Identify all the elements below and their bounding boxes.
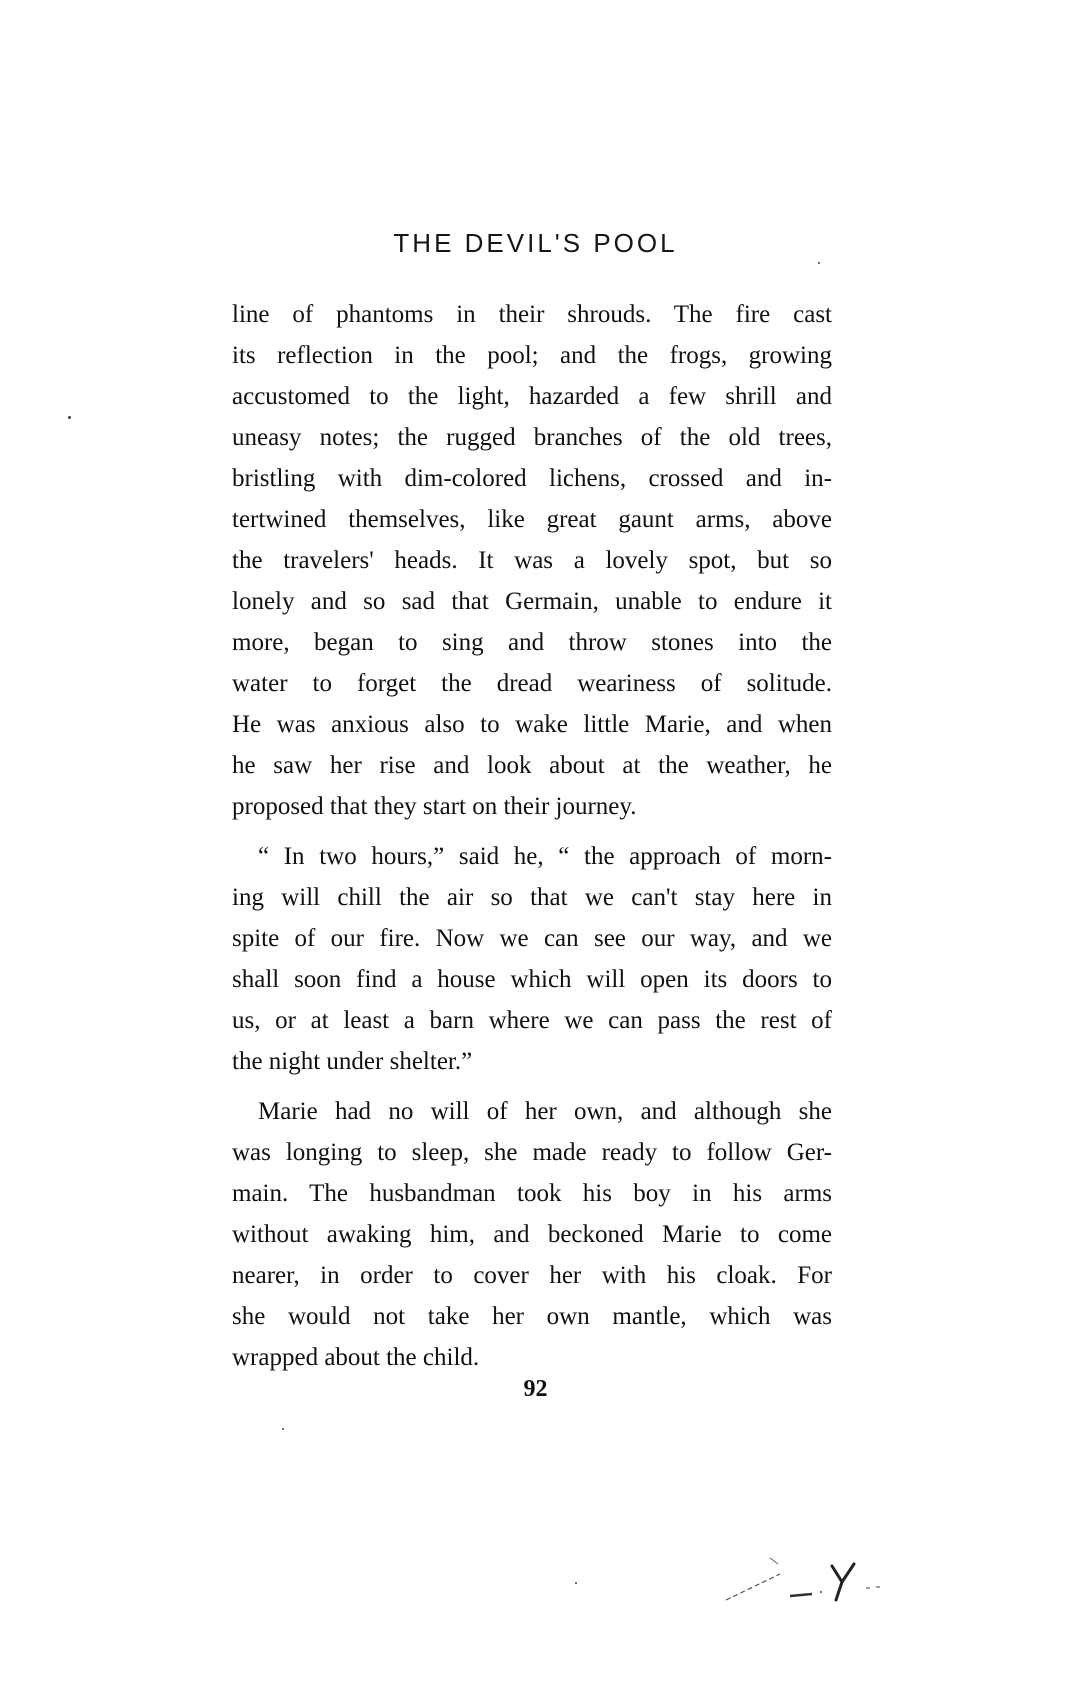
text-line: the night under shelter.”: [232, 1048, 473, 1075]
text-line: without awaking him, and beckoned Marie to come: [232, 1221, 832, 1248]
text-line: He was anxious also to wake little Marie, and when: [232, 711, 832, 738]
text-line: proposed that they start on their journey.: [232, 793, 637, 820]
scan-speck: [68, 416, 71, 419]
text-line: she would not take her own mantle, which was: [232, 1303, 832, 1330]
page-number: 92: [523, 1376, 548, 1402]
text-line: accustomed to the light, hazarded a few shrill and: [232, 383, 832, 410]
text-line: water to forget the dread weariness of solitude.: [232, 670, 832, 697]
text-line: was longing to sleep, she made ready to follow Ger-: [232, 1139, 832, 1166]
text-line: the travelers' heads. It was a lovely spot, but so: [232, 547, 832, 574]
text-line: Marie had no will of her own, and although she: [258, 1098, 832, 1125]
text-line: main. The husbandman took his boy in his arms: [232, 1180, 832, 1207]
text-line: “ In two hours,” said he, “ the approach of morn-: [258, 843, 832, 870]
text-line: uneasy notes; the rugged branches of the old trees,: [232, 424, 832, 451]
running-head: THE DEVIL'S POOL: [393, 228, 678, 258]
text-line: line of phantoms in their shrouds. The fire cast: [232, 301, 832, 328]
pencil-mark-icon: [720, 1530, 900, 1610]
scan-speck: [575, 1582, 577, 1584]
text-line: more, began to sing and throw stones into the: [232, 629, 832, 656]
paragraph: [232, 294, 832, 827]
scan-speck: [818, 262, 820, 264]
text-line: us, or at least a barn where we can pass the rest of: [232, 1007, 832, 1034]
text-line: bristling with dim-colored lichens, crossed and in-: [232, 465, 832, 492]
text-line: nearer, in order to cover her with his cloak. For: [232, 1262, 832, 1289]
text-line: its reflection in the pool; and the frogs, growing: [232, 342, 832, 369]
scan-speck: [282, 1428, 284, 1430]
paragraph: [232, 836, 832, 1082]
text-line: tertwined themselves, like great gaunt arms, above: [232, 506, 832, 533]
text-line: wrapped about the child.: [232, 1344, 480, 1371]
paragraph: [232, 1091, 832, 1378]
text-line: shall soon find a house which will open its doors to: [232, 966, 832, 993]
text-line: he saw her rise and look about at the weather, he: [232, 752, 832, 779]
text-line: ing will chill the air so that we can't stay here in: [232, 884, 832, 911]
body-text: [232, 294, 832, 1378]
text-line: spite of our fire. Now we can see our way, and we: [232, 925, 832, 952]
text-line: lonely and so sad that Germain, unable to endure it: [232, 588, 832, 615]
